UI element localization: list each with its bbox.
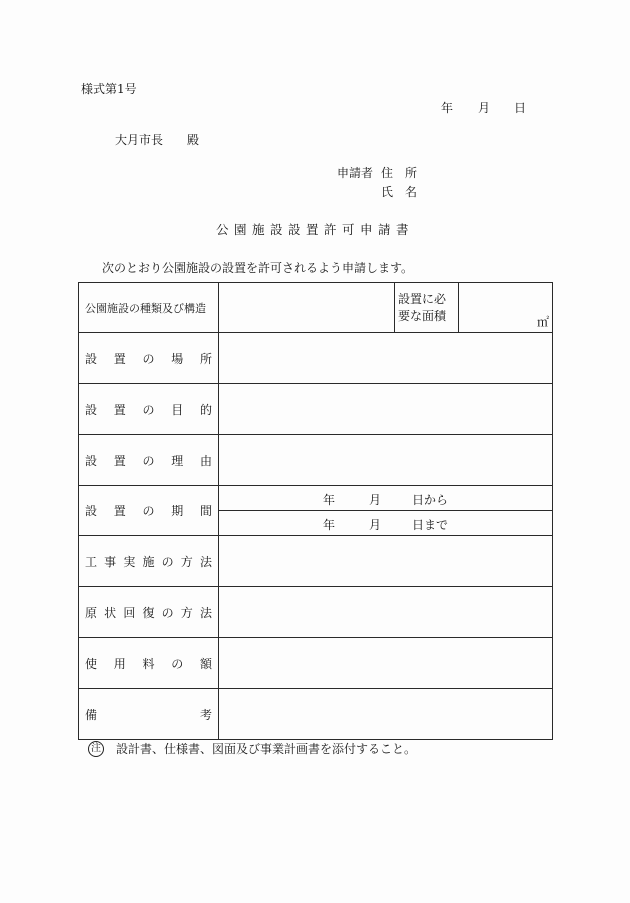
applicant-address-label: 住 所	[381, 166, 418, 180]
table-row-remarks	[79, 689, 553, 740]
date-month: 月	[478, 101, 491, 115]
period-from-day: 日から	[412, 493, 449, 507]
table-row-fee	[79, 638, 553, 689]
purpose-label-cell	[79, 384, 219, 435]
period-to-year: 年	[323, 518, 336, 532]
table-row-reason	[79, 435, 553, 486]
addressee-honorific: 殿	[187, 133, 200, 147]
remarks-value-cell[interactable]	[219, 689, 553, 740]
note-text: 設計書、仕様書、図面及び事業計画書を添付すること。	[116, 742, 417, 756]
intro-text: 次のとおり公園施設の設置を許可されるよう申請します。	[102, 261, 414, 275]
applicant-label: 申請者	[337, 166, 374, 180]
facility-label-cell	[79, 283, 219, 333]
table-row-restoration	[79, 587, 553, 638]
note	[88, 740, 416, 757]
period-from-month: 月	[369, 493, 382, 507]
purpose-label: 設 置 の 目 的	[85, 402, 212, 417]
restoration-label: 原 状 回 復 の 方 法	[85, 605, 212, 620]
construction-label: 工 事 実 施 の 方 法	[85, 554, 212, 569]
fee-label: 使 用 料 の 額	[85, 656, 212, 671]
note-mark: 注	[88, 741, 104, 757]
period-from-cell[interactable]	[219, 486, 553, 511]
reason-label-cell	[79, 435, 219, 486]
area-unit: ㎡	[536, 315, 549, 329]
period-label-cell	[79, 486, 219, 536]
document-title: 公園施設設置許可申請書	[215, 222, 414, 237]
location-label: 設 置 の 場 所	[85, 351, 212, 366]
reason-label: 設 置 の 理 由	[85, 453, 212, 468]
restoration-label-cell	[79, 587, 219, 638]
form-number: 様式第1号	[81, 82, 137, 96]
fee-label-cell	[79, 638, 219, 689]
location-label-cell	[79, 333, 219, 384]
addressee	[115, 131, 199, 148]
period-to-cell[interactable]	[219, 511, 553, 536]
table-row-facility	[79, 283, 553, 333]
area-label-cell	[395, 283, 459, 333]
area-label-line1: 設置に必	[398, 291, 447, 306]
date-day: 日	[514, 101, 527, 115]
table-row-construction	[79, 536, 553, 587]
period-from-year: 年	[323, 493, 336, 507]
fee-value-cell[interactable]	[219, 638, 553, 689]
date-year: 年	[441, 101, 454, 115]
remarks-label-cell	[79, 689, 219, 740]
period-label: 設 置 の 期 間	[85, 504, 212, 518]
applicant-block	[337, 164, 421, 202]
application-table	[78, 282, 553, 740]
area-label-line2: 要な面積	[398, 308, 447, 323]
applicant-name-label: 氏 名	[381, 185, 418, 199]
construction-label-cell	[79, 536, 219, 587]
area-value-cell[interactable]	[459, 283, 553, 333]
restoration-value-cell[interactable]	[219, 587, 553, 638]
reason-value-cell[interactable]	[219, 435, 553, 486]
table-row-location	[79, 333, 553, 384]
period-to-month: 月	[369, 518, 382, 532]
location-value-cell[interactable]	[219, 333, 553, 384]
addressee-name: 大月市長	[115, 133, 164, 147]
purpose-value-cell[interactable]	[219, 384, 553, 435]
facility-label: 公園施設の種類及び構造	[85, 301, 206, 315]
table-row-period-from	[79, 486, 553, 511]
remarks-label: 備 考	[85, 707, 212, 722]
construction-value-cell[interactable]	[219, 536, 553, 587]
period-to-day: 日まで	[412, 518, 449, 532]
facility-value-cell[interactable]	[219, 283, 395, 333]
table-row-purpose	[79, 384, 553, 435]
